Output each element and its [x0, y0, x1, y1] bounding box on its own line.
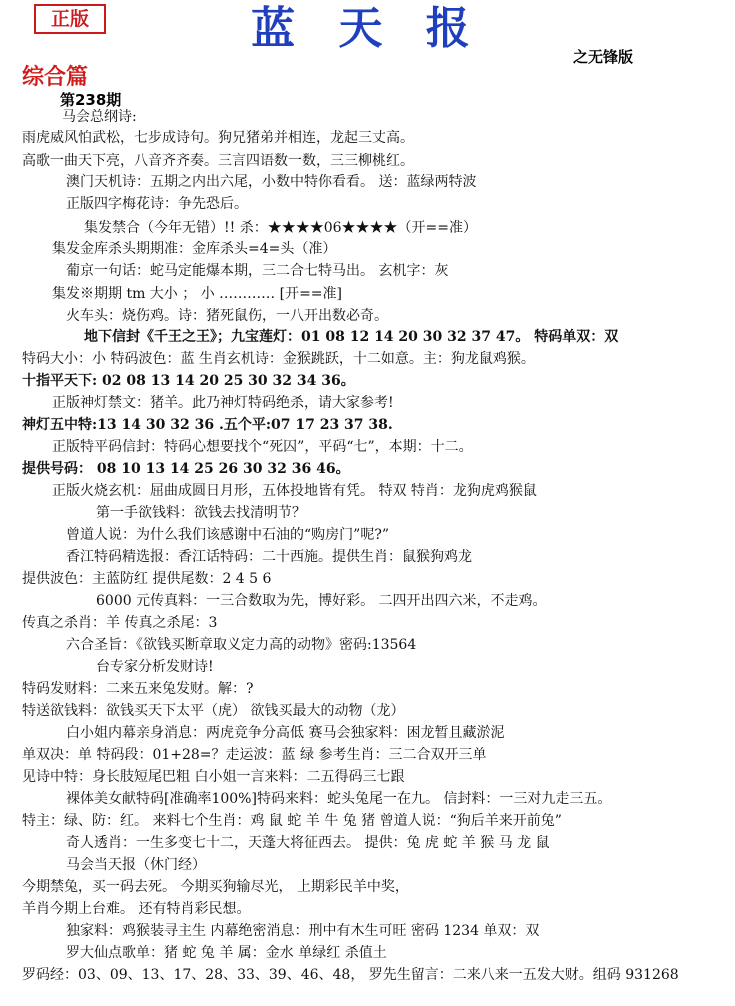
text-line: 提供波色：主蓝防红 提供尾数：2 4 5 6 [22, 571, 272, 587]
text-line: 神灯五中特:13 14 30 32 36 .五个平:07 17 23 37 38. [22, 417, 393, 433]
text-line: 罗大仙点歌单：猪 蛇 兔 羊 属：金水 单绿红 杀值土 [66, 945, 387, 961]
text-line: 独家料：鸡猴装寻主生 内幕绝密消息：刑中有木生可旺 密码 1234 单双：双 [66, 923, 540, 939]
text-line: 地下信封《千王之王》；九宝莲灯：01 08 12 14 20 30 32 37 47。 特码单双：双 [84, 329, 619, 345]
text-line: 奇人透肖：一生多变七十二，天蓬大将征西去。 提供：兔 虎 蛇 羊 猴 马 龙 鼠 [66, 835, 550, 851]
section-title: 综合篇 [22, 65, 89, 90]
text-line: 马会总纲诗: [62, 109, 137, 125]
text-line: 香江特码精选报：香江话特码：二十西施。提供生肖：鼠猴狗鸡龙 [66, 549, 472, 565]
text-line: 集发※期期 tm 大小 ； 小 ………… [开==准] [52, 286, 342, 302]
text-line: 正版四字梅花诗：争先恐后。 [66, 196, 248, 212]
edition-label: 之无锋版 [573, 48, 634, 66]
text-line: 羊肖今期上台难。 还有特肖彩民想。 [22, 901, 251, 917]
text-line: 6000 元传真料：一三合数取为先，博好彩。 二四开出四六米，不走鸡。 [96, 593, 547, 609]
text-line: 传真之杀肖：羊 传真之杀尾：3 [22, 615, 218, 631]
text-line: 曾道人说：为什么我们该感谢中石油的“购房门”呢?” [66, 527, 389, 543]
text-line: 见诗中特：身长肢短尾巴粗 白小姐一言来料：二五得码三七跟 [22, 769, 405, 785]
text-line: 十指平天下: 02 08 13 14 20 25 30 32 34 36。 [22, 373, 355, 389]
text-line: 单双决：单 特码段：01+28=？走运波：蓝 绿 参考生肖：三二合双开三单 [22, 747, 487, 763]
text-line: 特码大小：小 特码波色：蓝 生肖玄机诗：金猴跳跃，十二如意。主：狗龙鼠鸡猴。 [22, 351, 535, 367]
newspaper-title: 蓝 天 报 [251, 3, 484, 54]
text-line: 雨虎威风怕武松，七步成诗句。狗兄猪弟并相连，龙起三丈高。 [22, 130, 414, 146]
text-line: 特主：绿、防：红。 来料七个生肖：鸡 鼠 蛇 羊 牛 兔 猪 曾道人说：“狗后羊来开前兔” [22, 813, 562, 829]
text-line: 六合圣旨：《欲钱买断章取义定力高的动物》密码:13564 [66, 637, 417, 653]
text-line: 台专家分析发财诗! [96, 659, 214, 675]
text-line: 高歌一曲天下亮，八音齐齐奏。三言四语数一数，三三柳桃红。 [22, 153, 414, 169]
text-line: 正版特平码信封：特码心想要找个“死囚”，平码“七”，本期：十二。 [52, 439, 473, 455]
text-line: 正版火烧玄机：屈曲成圆日月形，五体投地皆有凭。 特双 特肖：龙狗虎鸡猴鼠 [52, 483, 537, 499]
text-line: 罗码经：03、09、13、17、28、33、39、46、48， 罗先生留言：二来八来一五发大财。组码 931268 [22, 967, 679, 983]
issue-number: 第238期 [60, 91, 122, 109]
text-line: 特送欲钱料：欲钱买天下太平（虎） 欲钱买最大的动物（龙） [22, 703, 405, 719]
text-line: 特码发财料：二来五来兔发财。解：? [22, 681, 254, 697]
text-line: 马会当天报（休门经） [66, 857, 206, 873]
text-line: 火车头：烧伤鸡。诗：猪死鼠伤，一八开出数必奇。 [66, 308, 388, 324]
text-line: 白小姐内幕亲身消息：两虎竞争分高低 赛马会独家料：困龙暂且藏淤泥 [66, 725, 505, 741]
text-line: 正版神灯禁文：猪羊。此乃神灯特码绝杀，请大家参考! [52, 395, 394, 411]
authentic-stamp: 正版 [34, 4, 106, 34]
text-line: 澳门天机诗：五期之内出六尾，小数中特你看看。 送：蓝绿两特波 [66, 174, 477, 190]
text-line: 葡京一句话：蛇马定能爆本期，三二合七特马出。 玄机字：灰 [66, 263, 449, 279]
text-line: 提供号码： 08 10 13 14 25 26 30 32 36 46。 [22, 461, 350, 477]
text-line: 集发金库杀头期期准：金库杀头=4=头（准） [52, 241, 337, 257]
text-line: 第一手欲钱料：欲钱去找清明节？ [96, 505, 306, 521]
text-line: 集发禁合（今年无错）!! 杀：★★★★06★★★★（开==准） [84, 220, 477, 236]
text-line: 裸体美女献特码[准确率100%]特码来料：蛇头兔尾一在九。 信封料：一三对九走三五。 [66, 791, 612, 807]
text-line: 今期禁兔，买一码去死。 今期买狗输尽光， 上期彩民羊中奖， [22, 879, 409, 895]
